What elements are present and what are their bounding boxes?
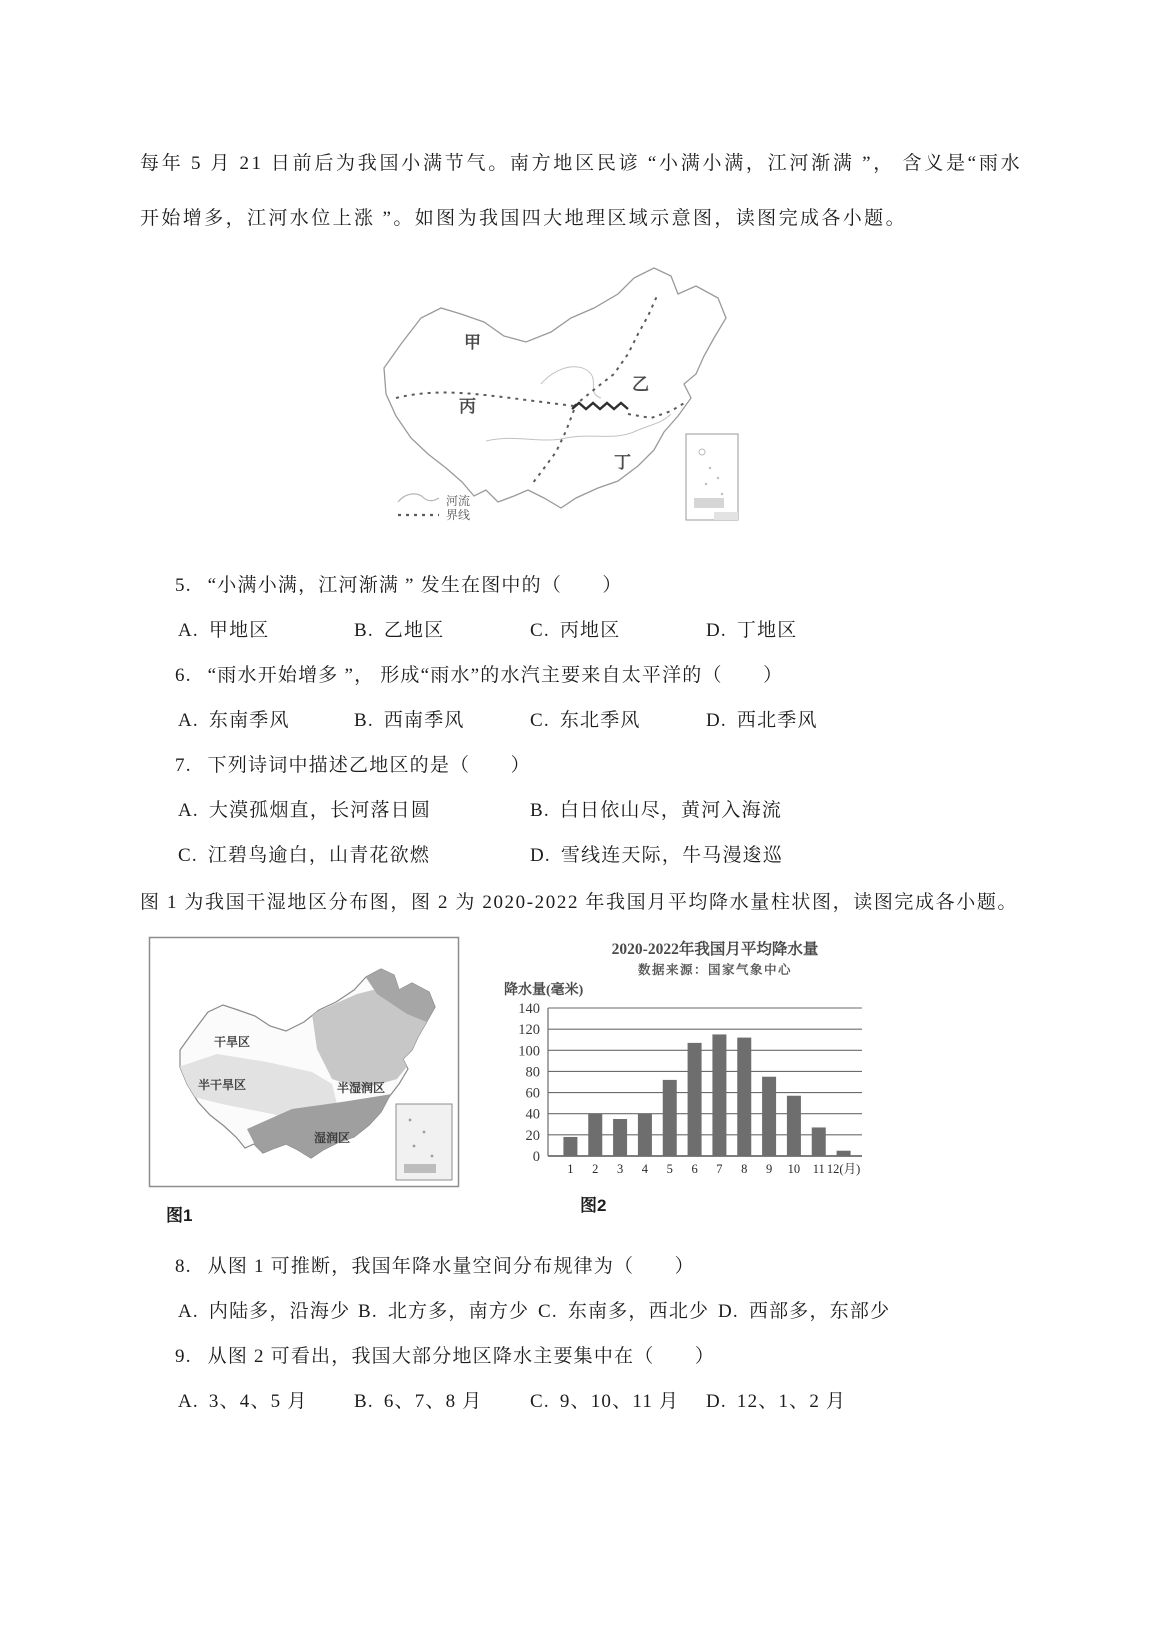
option-c: C. 丙地区 <box>530 620 621 641</box>
y-tick-label: 120 <box>518 1022 540 1039</box>
x-tick-label: 8 <box>741 1162 748 1176</box>
inset-island-dot <box>705 483 707 485</box>
zone-label-humid: 湿润区 <box>314 1131 351 1145</box>
option-d: D. 12、1、2 月 <box>706 1391 847 1412</box>
question-8-options <box>140 1299 1022 1325</box>
y-tick-label: 100 <box>518 1043 540 1060</box>
china-outline-path <box>384 268 726 508</box>
x-tick-label: 9 <box>765 1162 773 1176</box>
question-text: “雨水开始增多 ”， 形成“雨水”的水汽主要来自太平洋的（ ） <box>207 665 784 686</box>
intro-paragraph-1: 每年 5 月 21 日前后为我国小满节气。南方地区民谚 “小满小满，江河渐满 ”， 含义是“雨水开始增多，江河水位上涨 ”。如图为我国四大地理区域示意图，读图完成各小题。 <box>140 153 1022 229</box>
region-label-yi: 乙 <box>632 375 649 394</box>
option-c: C. 东南多，西北少 <box>538 1301 710 1322</box>
question-9-stem <box>140 1344 1022 1370</box>
option-d: D. 西北季风 <box>706 710 818 731</box>
chart-subtitle: 数据来源：国家气象中心 <box>637 963 793 977</box>
x-tick-label: 4 <box>641 1162 649 1176</box>
intro-paragraph-2: 图 1 为我国干湿地区分布图，图 2 为 2020-2022 年我国月平均降水量柱状图，读图完成各小题。 <box>140 892 1019 913</box>
question-8 <box>140 1254 1022 1325</box>
question-number: 9. <box>175 1346 192 1367</box>
question-text: “小满小满，江河渐满 ” 发生在图中的（ ） <box>207 575 623 596</box>
option-b: B. 西南季风 <box>354 710 465 731</box>
question-5-stem <box>140 573 1022 599</box>
inset-island-dot <box>721 493 723 495</box>
option-b: B. 6、7、8 月 <box>354 1391 483 1412</box>
region-label-bing: 丙 <box>459 397 476 416</box>
bar-month-11 <box>812 1127 826 1156</box>
region-label-jia: 甲 <box>464 333 481 352</box>
question-9 <box>140 1344 1022 1415</box>
question-number: 5. <box>175 575 192 596</box>
fig1-inset-dot <box>423 1131 426 1134</box>
boundary-jia-bing-dashed <box>396 393 574 406</box>
bar-month-2 <box>588 1114 602 1156</box>
precipitation-bar-chart-svg <box>500 936 880 1184</box>
x-tick-label: 3 <box>616 1162 624 1176</box>
question-9-options <box>140 1389 1022 1415</box>
question-7-options-row2 <box>140 843 1022 869</box>
y-tick-label: 0 <box>532 1149 540 1165</box>
question-text: 从图 1 可推断，我国年降水量空间分布规律为（ ） <box>207 1256 695 1277</box>
question-6 <box>140 663 1022 734</box>
figures-row <box>140 936 1022 1226</box>
figure-2-caption: 图2 <box>580 1196 607 1215</box>
zone-label-semi-humid: 半湿润区 <box>337 1081 386 1095</box>
y-tick-label: 80 <box>525 1064 540 1081</box>
zone-label-semi-arid: 半干旱区 <box>198 1078 247 1092</box>
region-label-ding: 丁 <box>614 453 631 472</box>
fig1-inset-dot <box>409 1119 412 1122</box>
question-6-stem <box>140 663 1022 689</box>
boundary-bing-ding-dashed <box>532 410 574 484</box>
option-b: B. 白日依山尽，黄河入海流 <box>530 800 783 821</box>
question-7 <box>140 753 1022 869</box>
zone-label-arid: 干旱区 <box>214 1035 251 1049</box>
bar-month-1 <box>563 1137 577 1156</box>
x-tick-label: 10 <box>787 1162 801 1176</box>
y-axis-label: 降水量(毫米) <box>504 983 584 998</box>
question-number: 6. <box>175 665 192 686</box>
option-a: A. 3、4、5 月 <box>178 1391 308 1412</box>
x-tick-label: 12(月) <box>826 1162 861 1176</box>
bar-month-10 <box>787 1096 801 1156</box>
x-tick-label: 5 <box>666 1162 673 1176</box>
option-c: C. 9、10、11 月 <box>530 1391 680 1412</box>
boundary-yi-ding-dashed <box>628 402 686 418</box>
legend-river-label: 河流 <box>446 494 471 508</box>
river-yangtze-line <box>486 414 671 441</box>
y-tick-label: 60 <box>525 1085 540 1102</box>
option-d: D. 丁地区 <box>706 620 798 641</box>
question-7-stem <box>140 753 1022 779</box>
question-5 <box>140 573 1022 644</box>
fig1-inset-dot <box>431 1155 434 1158</box>
question-number: 8. <box>175 1256 192 1277</box>
question-text: 下列诗词中描述乙地区的是（ ） <box>207 755 531 776</box>
china-four-regions-svg <box>366 256 796 534</box>
x-tick-label: 6 <box>691 1162 698 1176</box>
legend-boundary-label: 界线 <box>446 508 471 522</box>
option-a: A. 内陆多，沿海少 <box>178 1301 351 1322</box>
option-a: A. 大漠孤烟直，长河落日圆 <box>178 800 432 821</box>
bar-month-7 <box>712 1034 726 1156</box>
figure-2-block <box>500 936 880 1216</box>
y-tick-label: 40 <box>525 1106 540 1123</box>
chart-title: 2020-2022年我国月平均降水量 <box>611 941 819 958</box>
option-c: C. 东北季风 <box>530 710 641 731</box>
bar-month-5 <box>663 1080 677 1156</box>
y-tick-label: 20 <box>525 1127 540 1144</box>
option-b: B. 北方多，南方少 <box>358 1301 530 1322</box>
inset-island-dot <box>717 477 719 479</box>
option-a: A. 甲地区 <box>178 620 270 641</box>
question-8-stem <box>140 1254 1022 1280</box>
inset-corner-strip <box>714 512 738 520</box>
legend-river-symbol <box>398 494 439 502</box>
bar-month-3 <box>613 1119 627 1156</box>
bar-month-8 <box>737 1038 751 1156</box>
fig1-inset-dot <box>413 1145 416 1148</box>
question-7-options-row1 <box>140 798 1022 824</box>
x-tick-label: 2 <box>592 1162 599 1176</box>
question-text: 从图 2 可看出，我国大部分地区降水主要集中在（ ） <box>207 1346 716 1367</box>
inset-label-strip <box>694 498 724 508</box>
inset-island-dot <box>709 467 711 469</box>
fig1-inset-strip <box>404 1164 436 1173</box>
dry-wet-regions-map-svg <box>148 936 460 1188</box>
qinling-mountain-ridge <box>572 403 628 409</box>
question-6-options <box>140 708 1022 734</box>
bar-month-12 <box>837 1151 851 1156</box>
x-tick-label: 1 <box>567 1162 574 1176</box>
figure-1-block <box>148 936 460 1226</box>
option-c: C. 江碧鸟逾白，山青花欲燃 <box>178 845 431 866</box>
option-d: D. 西部多，东部少 <box>718 1301 891 1322</box>
china-four-regions-map <box>366 256 796 539</box>
question-5-options <box>140 618 1022 644</box>
river-yellow-line <box>541 367 601 398</box>
bar-month-6 <box>688 1043 702 1156</box>
x-tick-label: 7 <box>716 1162 723 1176</box>
x-tick-label: 11 <box>812 1162 825 1176</box>
y-tick-label: 140 <box>518 1001 540 1017</box>
option-a: A. 东南季风 <box>178 710 290 731</box>
bar-month-9 <box>762 1077 776 1156</box>
option-d: D. 雪线连天际，牛马漫逡巡 <box>530 845 784 866</box>
question-number: 7. <box>175 755 192 776</box>
option-b: B. 乙地区 <box>354 620 445 641</box>
bar-month-4 <box>638 1114 652 1156</box>
figure-1-caption: 图1 <box>166 1206 193 1225</box>
